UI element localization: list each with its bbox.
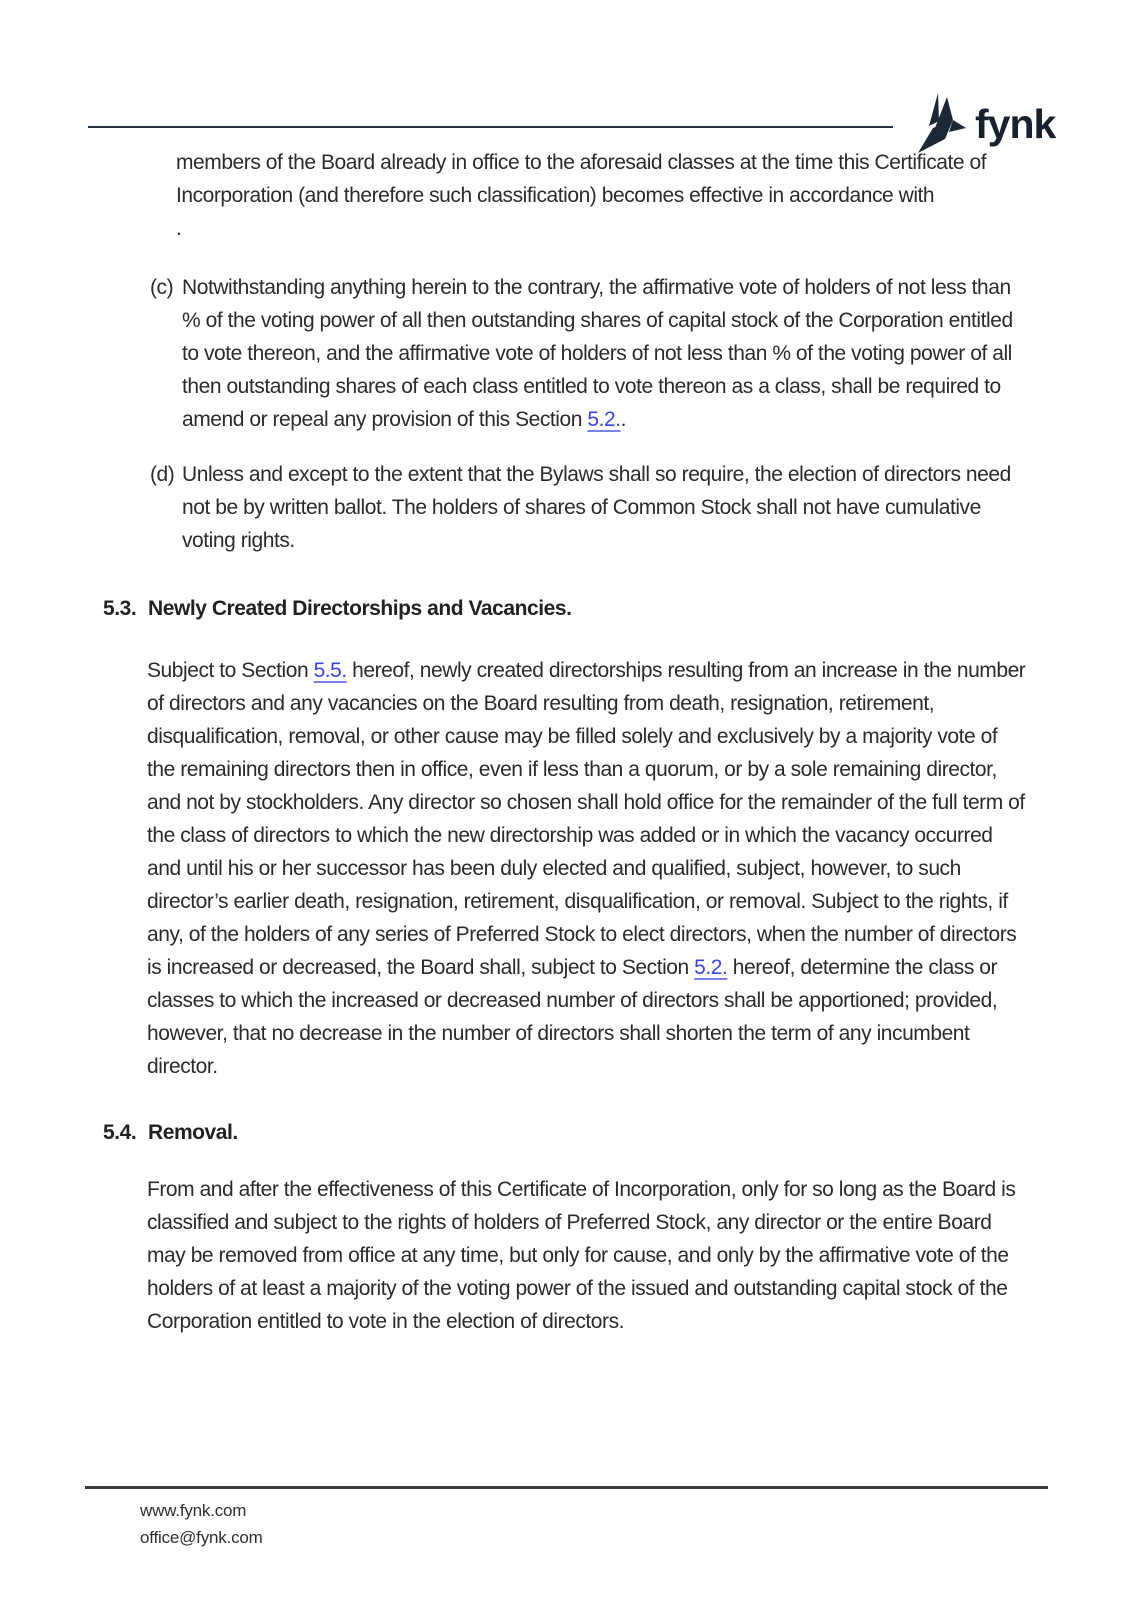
footer-rule xyxy=(85,1486,1048,1489)
clause-c-text xyxy=(182,271,1028,436)
section-number: 5.4. xyxy=(103,1121,137,1144)
clause-d-text xyxy=(182,458,1028,557)
fynk-logo-text: fynk xyxy=(975,100,1056,147)
section-number: 5.3. xyxy=(103,597,137,620)
section-cross-reference-link[interactable]: 5.5. xyxy=(313,659,347,682)
text-run: Subject to Section xyxy=(147,659,314,682)
clause-d-label: (d) xyxy=(150,463,175,486)
clause-c-label: (c) xyxy=(150,276,174,299)
section-cross-reference-link[interactable]: 5.2. xyxy=(587,408,621,431)
clause-d xyxy=(150,458,1028,557)
text-run: Unless and except to the extent that the Bylaws shall so require, the election of directors need not be by written ballot. The holders of shares of Common Stock shall not have cumulative voting rights. xyxy=(182,463,1011,552)
text-run: . xyxy=(176,217,182,240)
section-5-3-paragraph xyxy=(147,654,1029,1083)
section-5-4-paragraph xyxy=(147,1173,1029,1338)
clause-c xyxy=(150,271,1028,436)
text-run: members of the Board already in office to the aforesaid classes at the time this Certificate of Incorporation (and therefore such classification) becomes effective in accordance with xyxy=(176,151,987,207)
section-title: Newly Created Directorships and Vacancies. xyxy=(148,597,572,620)
text-run: hereof, determine the class or classes to which the increased or decreased number of directors shall be apportioned; provided, however, that no decrease in the number of directors shall shorten the term of any incumbent director. xyxy=(147,956,998,1078)
text-run: From and after the effectiveness of this Certificate of Incorporation, only for so long as the Board is classified and subject to the rights of holders of Preferred Stock, any director or the entire Board may be removed from office at any time, but only for cause, and only by the affirmative vote of the holders of at least a majority of the voting power of the issued and outstanding capital stock of the Corporation entitled to vote in the election of directors. xyxy=(147,1178,1016,1333)
text-run: hereof, newly created directorships resulting from an increase in the number of directors and any vacancies on the Board resulting from death, resignation, retirement, disqualification, removal, or other cause may be filled solely and exclusively by a majority vote of the remaining directors then in office, even if less than a quorum, or by a sole remaining director, and not by stockholders. Any director so chosen shall hold office for the remainder of the full term of the class of directors to which the new directorship was added or in which the vacancy occurred and until his or her successor has been duly elected and qualified, subject, however, to such director’s earlier death, resignation, retirement, disqualification, or removal. Subject to the rights, if any, of the holders of any series of Preferred Stock to elect directors, when the number of directors is increased or decreased, the Board shall, subject to Section xyxy=(147,659,1026,979)
section-heading-5-4 xyxy=(103,1116,238,1149)
section-cross-reference-link[interactable]: 5.2. xyxy=(694,956,728,979)
footer-contact xyxy=(140,1497,263,1551)
header-rule xyxy=(88,126,893,128)
text-run: . xyxy=(620,408,626,431)
section-heading-5-3 xyxy=(103,592,571,625)
section-title: Removal. xyxy=(148,1121,238,1144)
paragraph-intro xyxy=(176,146,1024,245)
footer-website: www.fynk.com xyxy=(140,1501,247,1520)
footer-email: office@fynk.com xyxy=(140,1528,263,1547)
text-run: Notwithstanding anything herein to the contrary, the affirmative vote of holders of not less than % of the voting power of all then outstanding shares of capital stock of the Corporation entitled to vote thereon, and the affirmative vote of holders of not less than % of the voting power of all then outstanding shares of each class entitled to vote thereon as a class, shall be required to amend or repeal any provision of this Section xyxy=(182,276,1013,431)
